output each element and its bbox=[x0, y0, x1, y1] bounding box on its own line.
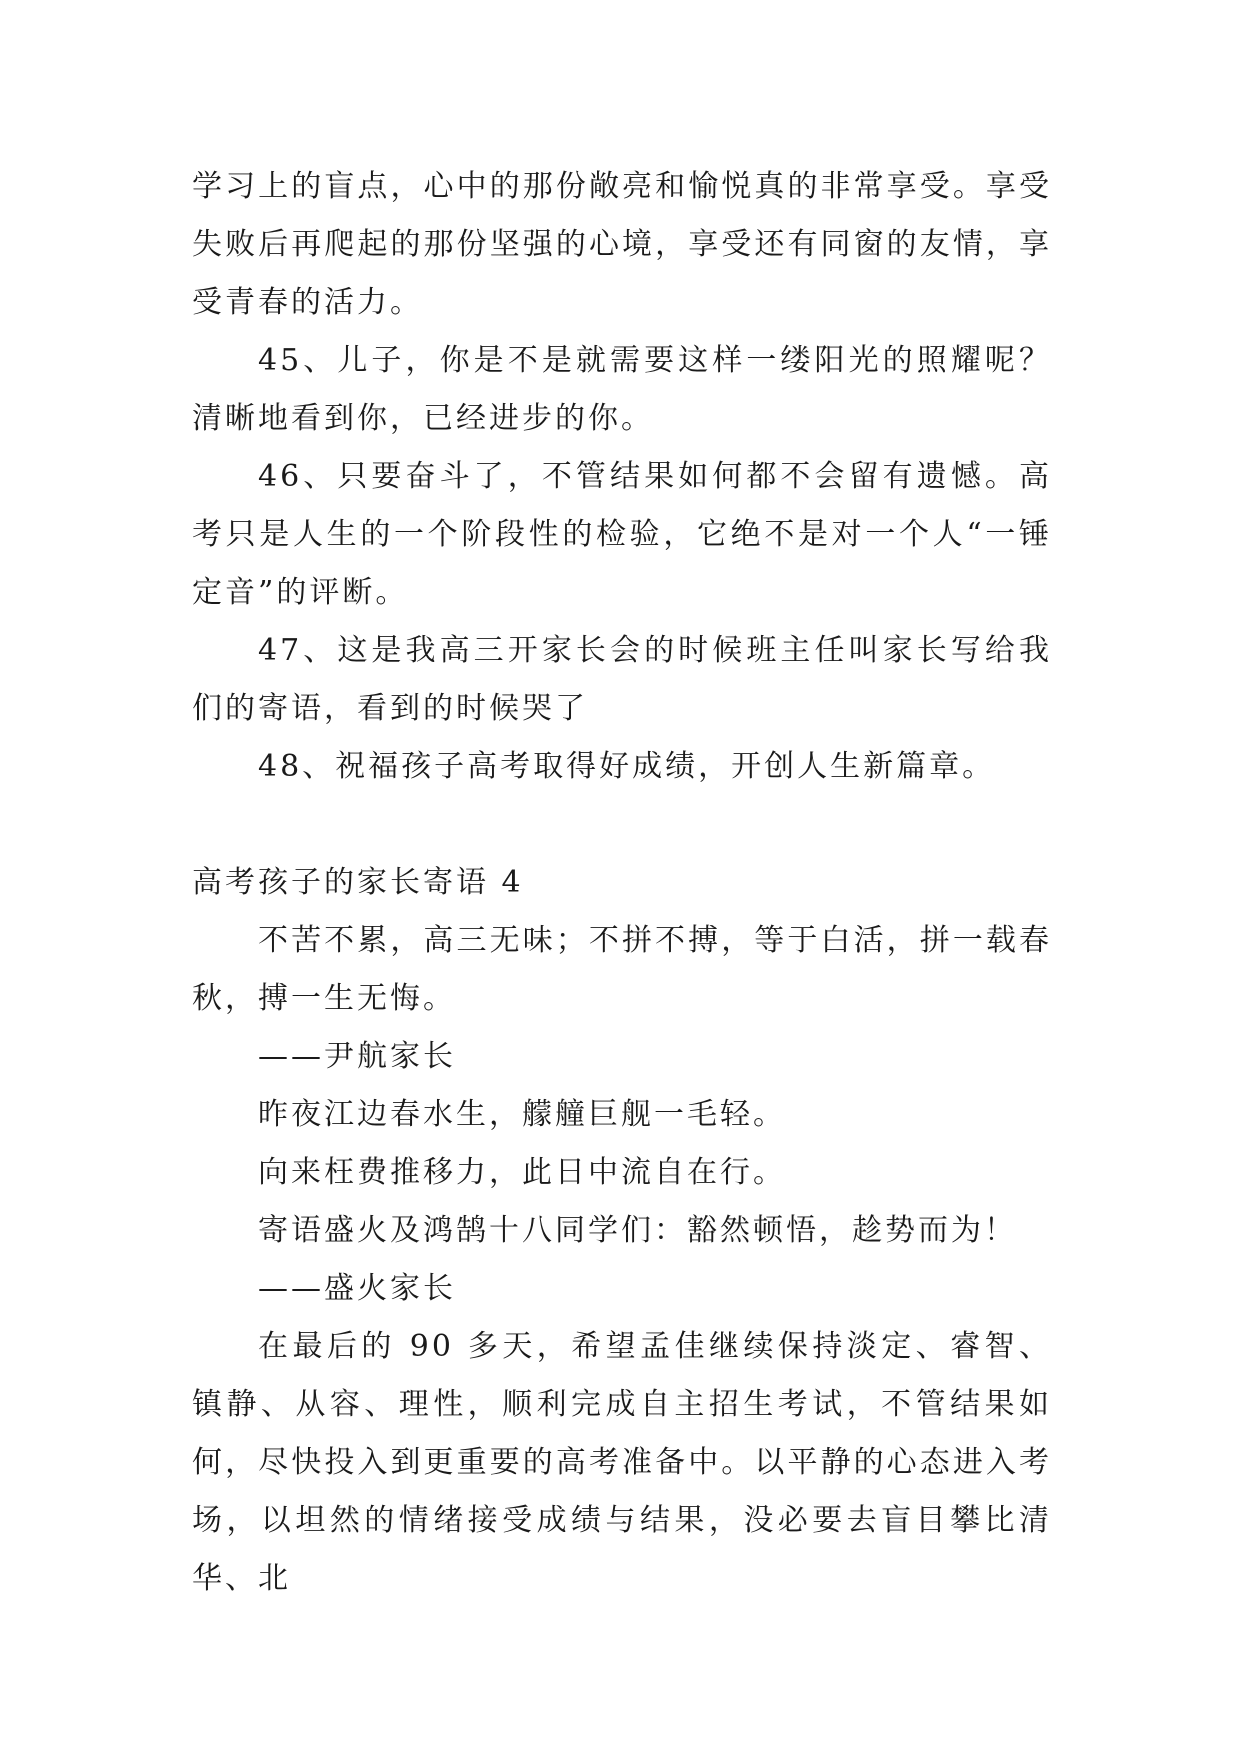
poem-line: 昨夜江边春水生，艨艟巨舰一毛轻。 bbox=[258, 1097, 786, 1132]
document-body bbox=[192, 158, 1052, 1608]
section-paragraph: 不苦不累，高三无味；不拼不搏，等于白活，拼一载春秋，搏一生无悔。 bbox=[192, 923, 1052, 1016]
poem-line: 向来枉费推移力，此日中流自在行。 bbox=[258, 1155, 786, 1190]
section-paragraph: 寄语盛火及鸿鹄十八同学们：豁然顿悟，趁势而为！ bbox=[258, 1213, 1017, 1248]
signature-line: ——尹航家长 bbox=[258, 1039, 456, 1074]
section-title: 高考孩子的家长寄语 4 bbox=[192, 865, 524, 900]
paragraph-item-45: 45、儿子，你是不是就需要这样一缕阳光的照耀呢？清晰地看到你，已经进步的你。 bbox=[192, 343, 1052, 436]
section-paragraph: 在最后的 90 多天，希望孟佳继续保持淡定、睿智、镇静、从容、理性，顺利完成自主招生考试，不管结果如何，尽快投入到更重要的高考准备中。以平静的心态进入考场，以坦然的情绪接受成绩与结果，没必要去盲目攀比清华、北 bbox=[192, 1329, 1052, 1596]
paragraph-item-48: 48、祝福孩子高考取得好成绩，开创人生新篇章。 bbox=[258, 749, 996, 784]
signature-line: ——盛火家长 bbox=[258, 1271, 456, 1306]
paragraph-continued: 学习上的盲点，心中的那份敞亮和愉悦真的非常享受。享受失败后再爬起的那份坚强的心境，享受还有同窗的友情，享受青春的活力。 bbox=[192, 169, 1052, 320]
paragraph-item-46: 46、只要奋斗了，不管结果如何都不会留有遗憾。高考只是人生的一个阶段性的检验，它绝不是对一个人“一锤定音”的评断。 bbox=[192, 459, 1052, 610]
paragraph-item-47: 47、这是我高三开家长会的时候班主任叫家长写给我们的寄语，看到的时候哭了 bbox=[192, 633, 1052, 726]
